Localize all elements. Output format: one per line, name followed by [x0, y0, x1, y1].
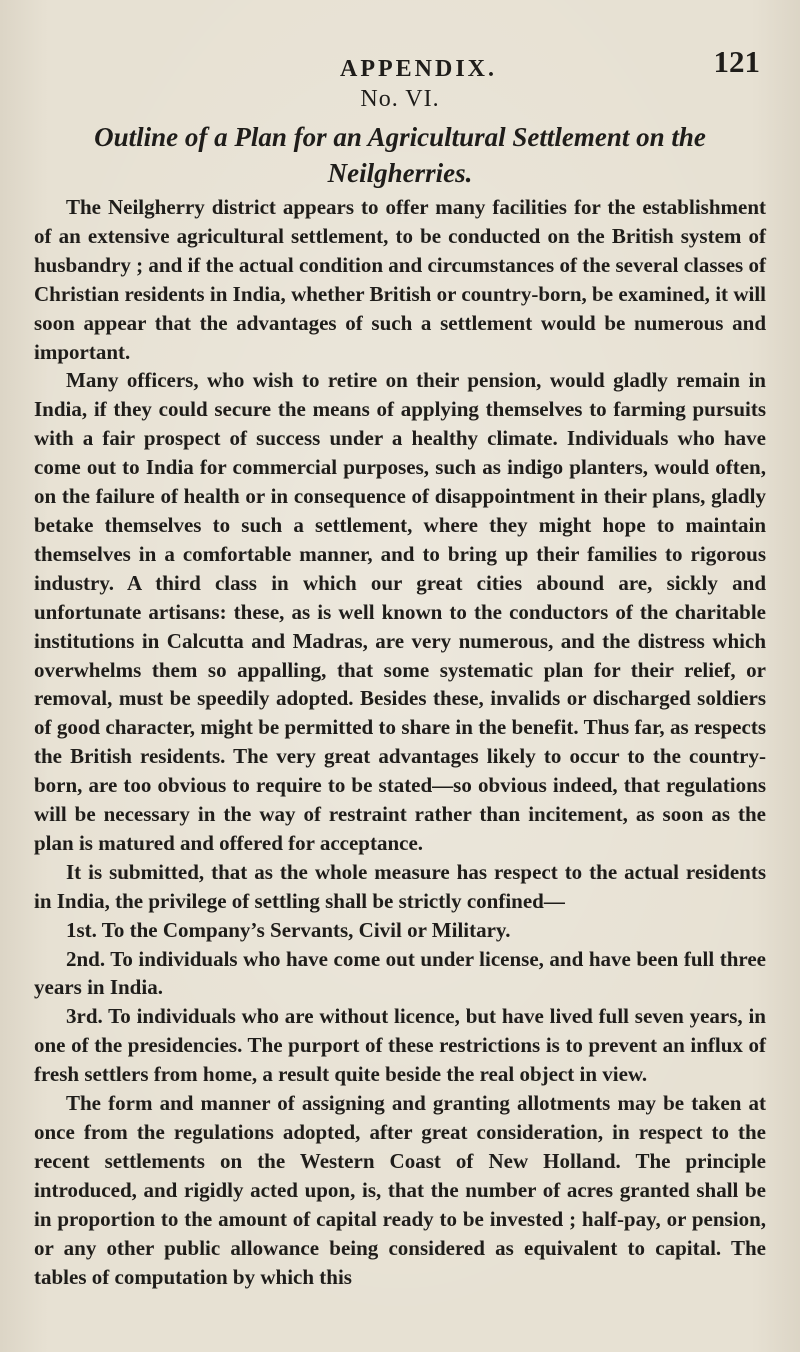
paragraph-privilege: It is submitted, that as the whole measure has respect to the actual residents in India, the privilege of settling shall be strictly confined—	[34, 859, 766, 913]
list-item-second: 2nd. To individuals who have come out under license, and have been full three years in India.	[34, 946, 766, 1000]
running-head: APPENDIX.	[340, 56, 497, 82]
appendix-number-heading: No. VI.	[360, 86, 440, 112]
paragraph-intro: The Neilgherry district appears to offer many facilities for the establishment of an extensive agricultural settlement, to be conducted on the British system of husbandry ; and if the actual condition and circumstances of the several classes of Christian residents in India, whether British or country-born, be examined, it will soon appear that the advantages of such a settlement would be numerous and important.	[34, 195, 766, 364]
paragraph-allotments: The form and manner of assigning and granting allotments may be taken at once from the regulations adopted, after great consideration, in respect to the recent settlements on the Western Coast of New Holland. The principle introduced, and rigidly acted upon, is, that the number of acres granted shall be in proportion to the amount of capital ready to be invested ; half-pay, or pension, or any other public allowance being considered as equivalent to capital. The tables of computation by which this	[34, 1091, 766, 1289]
document-title: Outline of a Plan for an Agricultural Settlement on the Neilgherries.	[94, 122, 706, 188]
paragraph-classes: Many officers, who wish to retire on their pension, would gladly remain in India, if they could secure the means of applying themselves to farming pursuits with a fair prospect of success under a healthy climate. Individuals who have come out to India for commercial purposes, such as indigo planters, would often, on the failure of health or in consequence of disappointment in their plans, gladly betake themselves to such a settlement, where they might hope to maintain themselves in a comfortable manner, and to bring up their families to rigorous industry. A third class in which our great cities abound are, sickly and unfortunate artisans: these, as is well known to the conductors of the charitable institutions in Calcutta and Madras, are very numerous, and the distress which overwhelms them so appalling, that some systematic plan for their relief, or removal, must be speedily adopted. Besides these, invalids or discharged soldiers of good character, might be permitted to share in the benefit. Thus far, as respects the British residents. The very great advantages likely to occur to the country-born, are too obvious to require to be stated—so obvious indeed, that regulations will be necessary in the way of restraint rather than incitement, as soon as the plan is matured and offered for acceptance.	[34, 368, 766, 855]
list-item-first: 1st. To the Company’s Servants, Civil or Military.	[66, 917, 511, 942]
page-number: 121	[713, 44, 760, 79]
list-item-third: 3rd. To individuals who are without licence, but have lived full seven years, in one of the presidencies. The purport of these restrictions is to prevent an influx of fresh settlers from home, a result quite beside the real object in view.	[34, 1004, 766, 1087]
